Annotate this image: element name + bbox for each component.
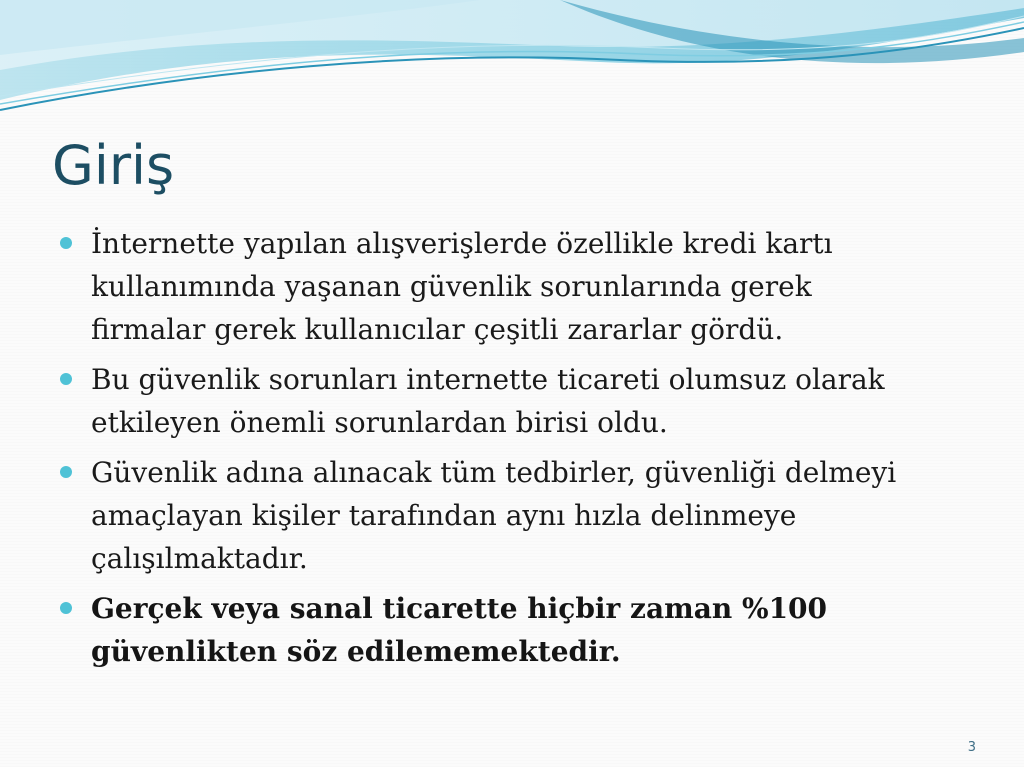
- bullet-text: Bu güvenlik sorunları internette ticareti olumsuz olarak etkileyen önemli sorunlardan birisi oldu.: [91, 363, 885, 439]
- bullet-text: Güvenlik adına alınacak tüm tedbirler, güvenliği delmeyi amaçlayan kişiler tarafından aynı hızla delinmeye çalışılmaktadır.: [91, 456, 897, 575]
- bullet-item: [0, 451, 931, 580]
- bullet-text: Gerçek veya sanal ticarette hiçbir zaman %100 güvenlikten söz edilememektedir.: [91, 592, 828, 668]
- header-wave-decoration: [0, 0, 1024, 120]
- bullet-dot-icon: [60, 466, 72, 478]
- bullet-item: [0, 222, 931, 351]
- page-number: 3: [967, 740, 976, 755]
- bullet-text: İnternette yapılan alışverişlerde özellikle kredi kartı kullanımında yaşanan güvenlik sorunlarında gerek firmalar gerek kullanıcılar çeşitli zararlar gördü.: [91, 227, 833, 346]
- bullet-list: [0, 222, 1024, 680]
- bullet-item-emphasis: [0, 587, 931, 673]
- bullet-item: [0, 358, 931, 444]
- slide-title: Giriş: [52, 134, 175, 197]
- bullet-dot-icon: [60, 237, 72, 249]
- bullet-dot-icon: [60, 602, 72, 614]
- bullet-dot-icon: [60, 373, 72, 385]
